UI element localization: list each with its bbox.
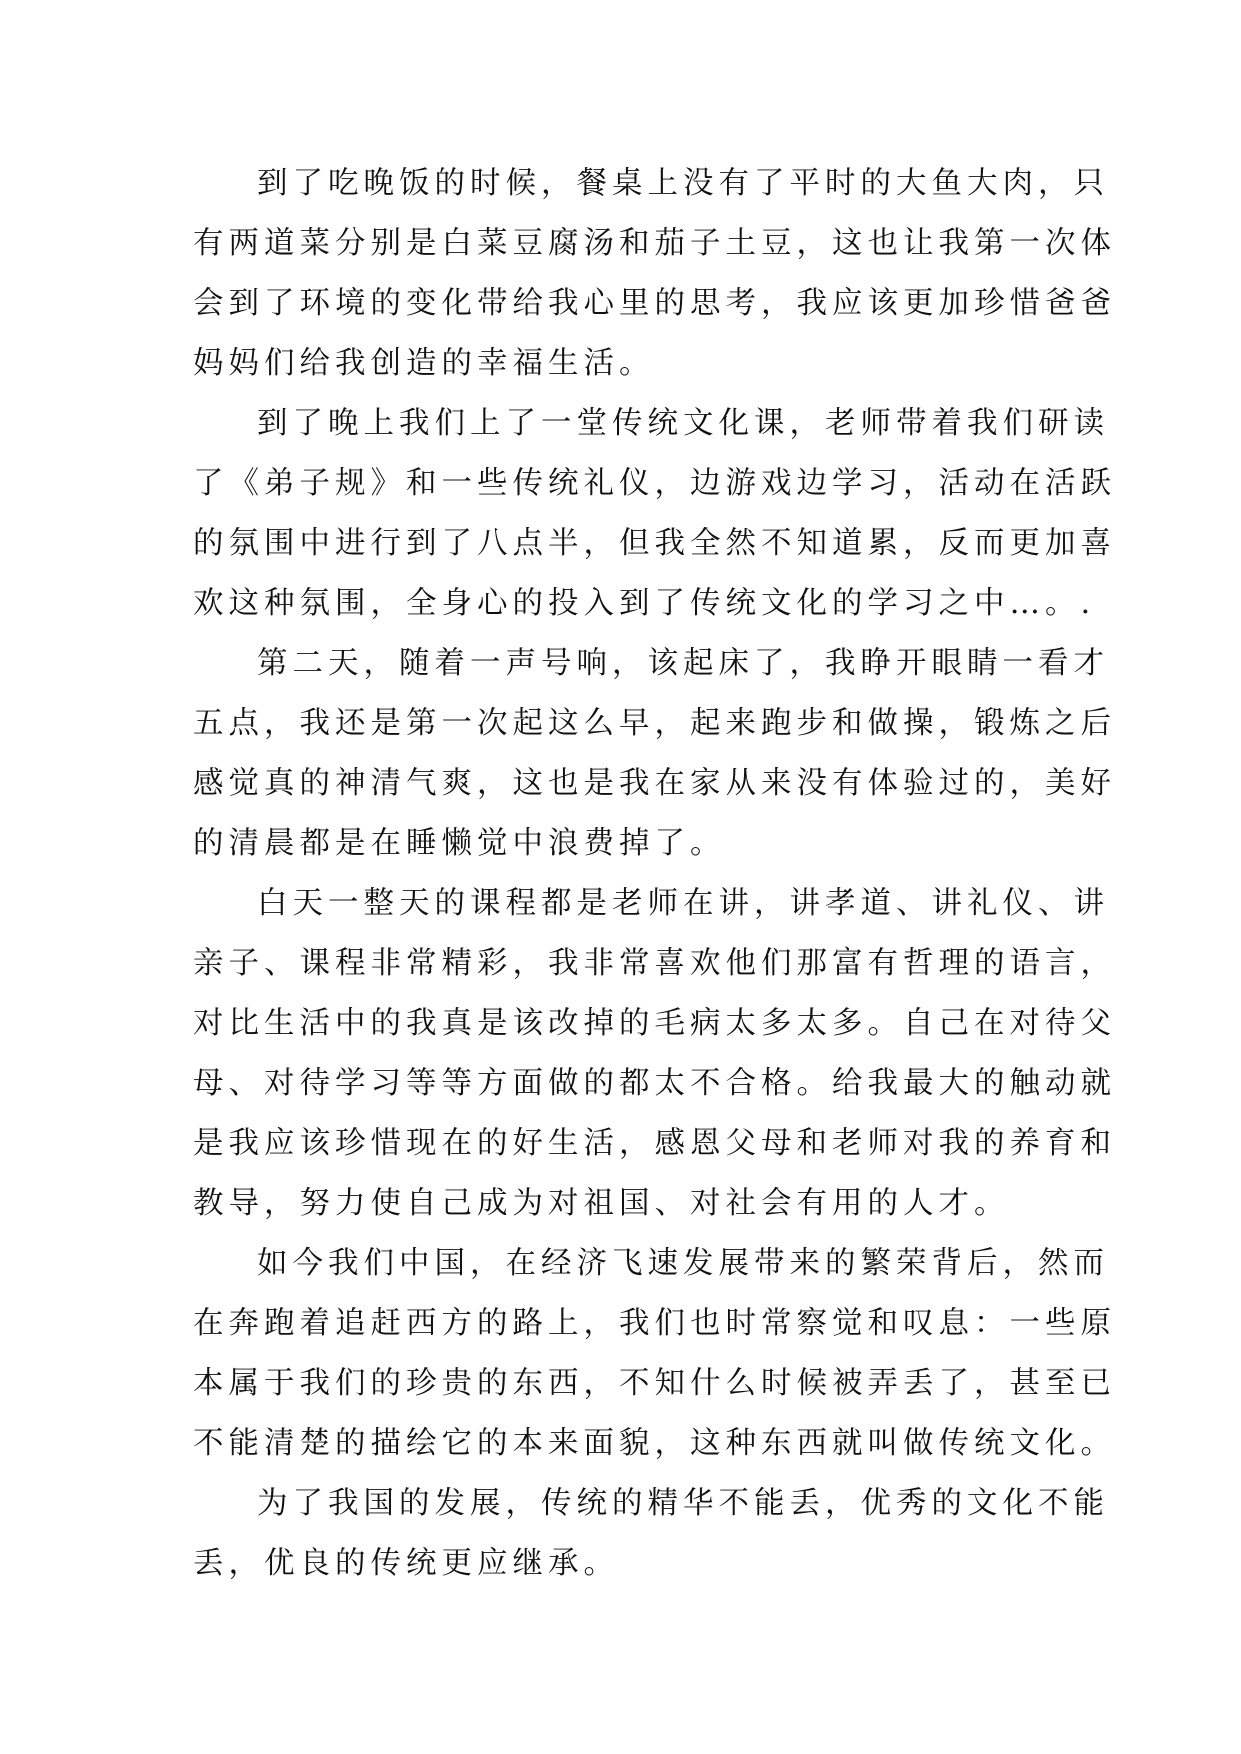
paragraph-line: 了《弟子规》和一些传统礼仪，边游戏边学习，活动在活跃 bbox=[193, 466, 1116, 501]
paragraph-line: 有两道菜分别是白菜豆腐汤和茄子土豆，这也让我第一次体 bbox=[193, 226, 1116, 261]
paragraph-line: 对比生活中的我真是该改掉的毛病太多太多。自己在对待父 bbox=[193, 1006, 1116, 1041]
paragraph-line: 第二天，随着一声号响，该起床了，我睁开眼睛一看才 bbox=[257, 646, 1109, 681]
paragraph-4 bbox=[193, 874, 1116, 1234]
paragraph-line: 在奔跑着追赶西方的路上，我们也时常察觉和叹息：一些原 bbox=[193, 1306, 1116, 1341]
paragraph-line: 欢这种氛围，全身心的投入到了传统文化的学习之中…。. bbox=[193, 586, 1096, 621]
paragraph-line: 如今我们中国，在经济飞速发展带来的繁荣背后，然而 bbox=[257, 1246, 1109, 1281]
paragraph-line: 为了我国的发展，传统的精华不能丢，优秀的文化不能 bbox=[257, 1486, 1109, 1521]
paragraph-line: 是我应该珍惜现在的好生活，感恩父母和老师对我的养育和 bbox=[193, 1126, 1116, 1161]
paragraph-5 bbox=[193, 1234, 1116, 1474]
document-body bbox=[193, 154, 1116, 1594]
paragraph-line: 妈妈们给我创造的幸福生活。 bbox=[193, 346, 655, 381]
paragraph-line: 到了晚上我们上了一堂传统文化课，老师带着我们研读 bbox=[257, 406, 1109, 441]
paragraph-line: 五点，我还是第一次起这么早，起来跑步和做操，锻炼之后 bbox=[193, 706, 1116, 741]
paragraph-line: 本属于我们的珍贵的东西，不知什么时候被弄丢了，甚至已 bbox=[193, 1366, 1116, 1401]
paragraph-line: 会到了环境的变化带给我心里的思考，我应该更加珍惜爸爸 bbox=[193, 286, 1116, 321]
paragraph-line: 的氛围中进行到了八点半，但我全然不知道累，反而更加喜 bbox=[193, 526, 1116, 561]
paragraph-line: 感觉真的神清气爽，这也是我在家从来没有体验过的，美好 bbox=[193, 766, 1116, 801]
paragraph-line: 丢，优良的传统更应继承。 bbox=[193, 1546, 619, 1581]
paragraph-1 bbox=[193, 154, 1116, 394]
paragraph-line: 不能清楚的描绘它的本来面貌，这种东西就叫做传统文化。 bbox=[193, 1426, 1116, 1461]
paragraph-line: 亲子、课程非常精彩，我非常喜欢他们那富有哲理的语言， bbox=[193, 946, 1116, 981]
paragraph-2 bbox=[193, 394, 1116, 634]
paragraph-line: 教导，努力使自己成为对祖国、对社会有用的人才。 bbox=[193, 1186, 1010, 1221]
paragraph-line: 白天一整天的课程都是老师在讲，讲孝道、讲礼仪、讲 bbox=[257, 886, 1109, 921]
paragraph-line: 的清晨都是在睡懒觉中浪费掉了。 bbox=[193, 826, 726, 861]
paragraph-line: 到了吃晚饭的时候，餐桌上没有了平时的大鱼大肉，只 bbox=[257, 166, 1109, 201]
paragraph-line: 母、对待学习等等方面做的都太不合格。给我最大的触动就 bbox=[193, 1066, 1116, 1101]
paragraph-3 bbox=[193, 634, 1116, 874]
paragraph-6 bbox=[193, 1474, 1109, 1594]
